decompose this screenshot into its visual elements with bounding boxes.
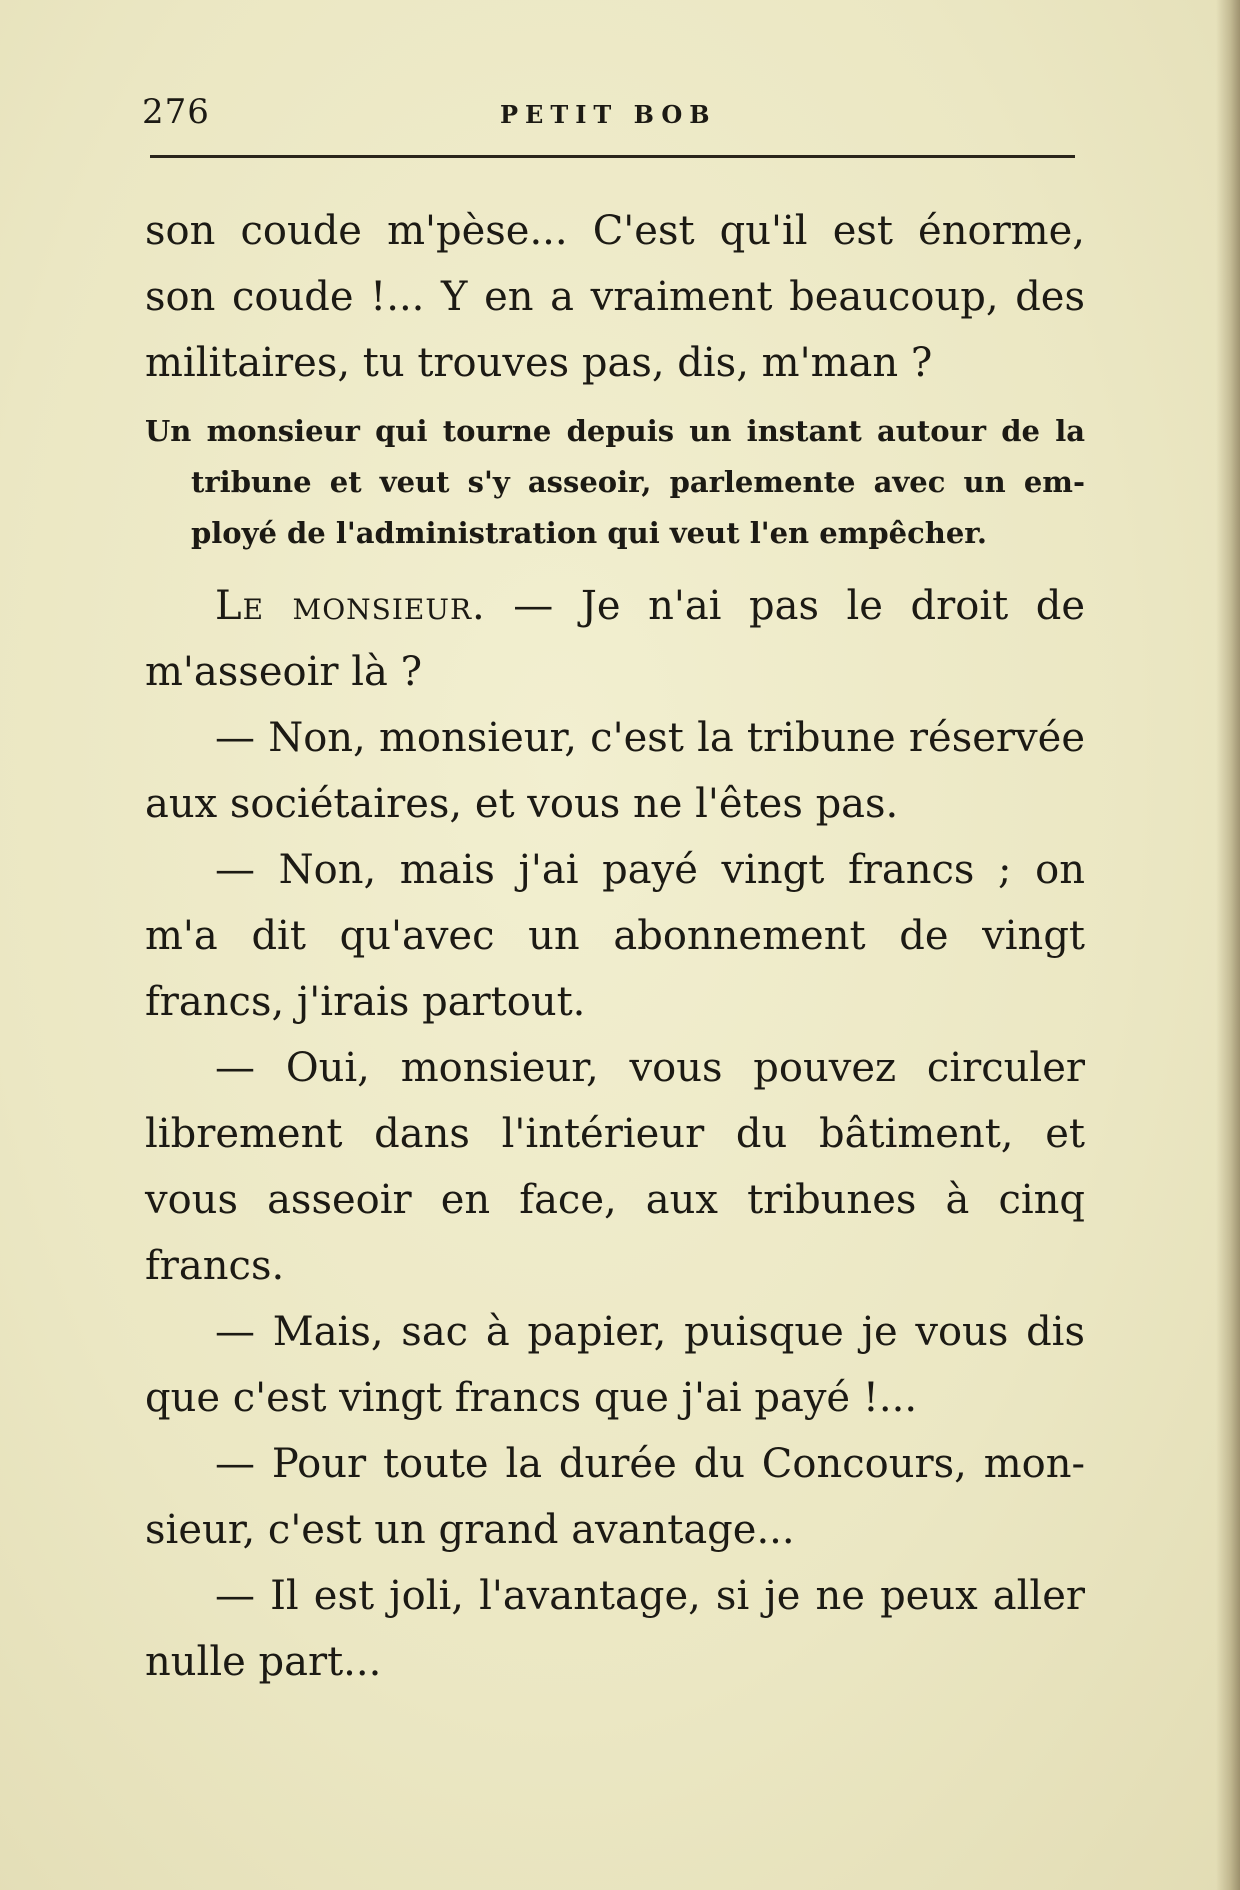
text-line: francs. <box>145 1243 285 1289</box>
text-line: sieur, c'est un grand avantage... <box>145 1507 795 1553</box>
text-line: que c'est vingt francs que j'ai payé !... <box>145 1375 918 1421</box>
page-text <box>145 198 1085 1695</box>
paragraph-1 <box>145 198 1085 396</box>
dialogue-3 <box>145 1035 1085 1299</box>
stage-line: tribune et veut s'y asseoir, parlemente avec un em- <box>191 465 1085 499</box>
text-line: aux sociétaires, et vous ne l'êtes pas. <box>145 781 899 827</box>
speaker-text: — Je n'ai pas le droit de <box>485 583 1085 629</box>
text-line: — Non, monsieur, c'est la tribune réservée <box>215 715 1085 761</box>
speaker-paragraph <box>145 573 1085 705</box>
text-line: — Mais, sac à papier, puisque je vous dis <box>215 1309 1085 1355</box>
text-line: librement dans l'intérieur du bâtiment, et <box>145 1111 1085 1157</box>
text-line <box>145 573 1085 639</box>
dialogue-1 <box>145 705 1085 837</box>
text-line: — Oui, monsieur, vous pouvez circuler <box>215 1045 1085 1091</box>
dialogue-6 <box>145 1563 1085 1695</box>
dialogue-5 <box>145 1431 1085 1563</box>
stage-line: Un monsieur qui tourne depuis un instant autour de la <box>145 414 1085 448</box>
dialogue-4 <box>145 1299 1085 1431</box>
page-number: 276 <box>142 92 210 132</box>
text-line: militaires, tu trouves pas, dis, m'man ? <box>145 340 933 386</box>
text-line: m'asseoir là ? <box>145 649 423 695</box>
text-line: nulle part... <box>145 1639 382 1685</box>
text-line: son coude !... Y en a vraiment beaucoup, des <box>145 274 1085 320</box>
text-line: son coude m'pèse... C'est qu'il est énorme, <box>145 208 1085 254</box>
stage-direction <box>145 406 1085 559</box>
running-head: PETIT BOB <box>500 100 717 129</box>
text-line: francs, j'irais partout. <box>145 979 586 1025</box>
header-rule <box>150 155 1075 158</box>
stage-line: ployé de l'administration qui veut l'en empêcher. <box>191 516 987 550</box>
page-edge-shadow <box>1216 0 1240 1890</box>
page-header <box>142 92 1076 134</box>
text-line: — Non, mais j'ai payé vingt francs ; on <box>215 847 1085 893</box>
text-line: — Il est joli, l'avantage, si je ne peux aller <box>215 1573 1085 1619</box>
dialogue-2 <box>145 837 1085 1035</box>
text-line: vous asseoir en face, aux tribunes à cinq <box>145 1177 1085 1223</box>
speaker-name: Le monsieur. <box>215 583 486 629</box>
text-line: — Pour toute la durée du Concours, mon- <box>215 1441 1085 1487</box>
text-line: m'a dit qu'avec un abonnement de vingt <box>145 913 1085 959</box>
